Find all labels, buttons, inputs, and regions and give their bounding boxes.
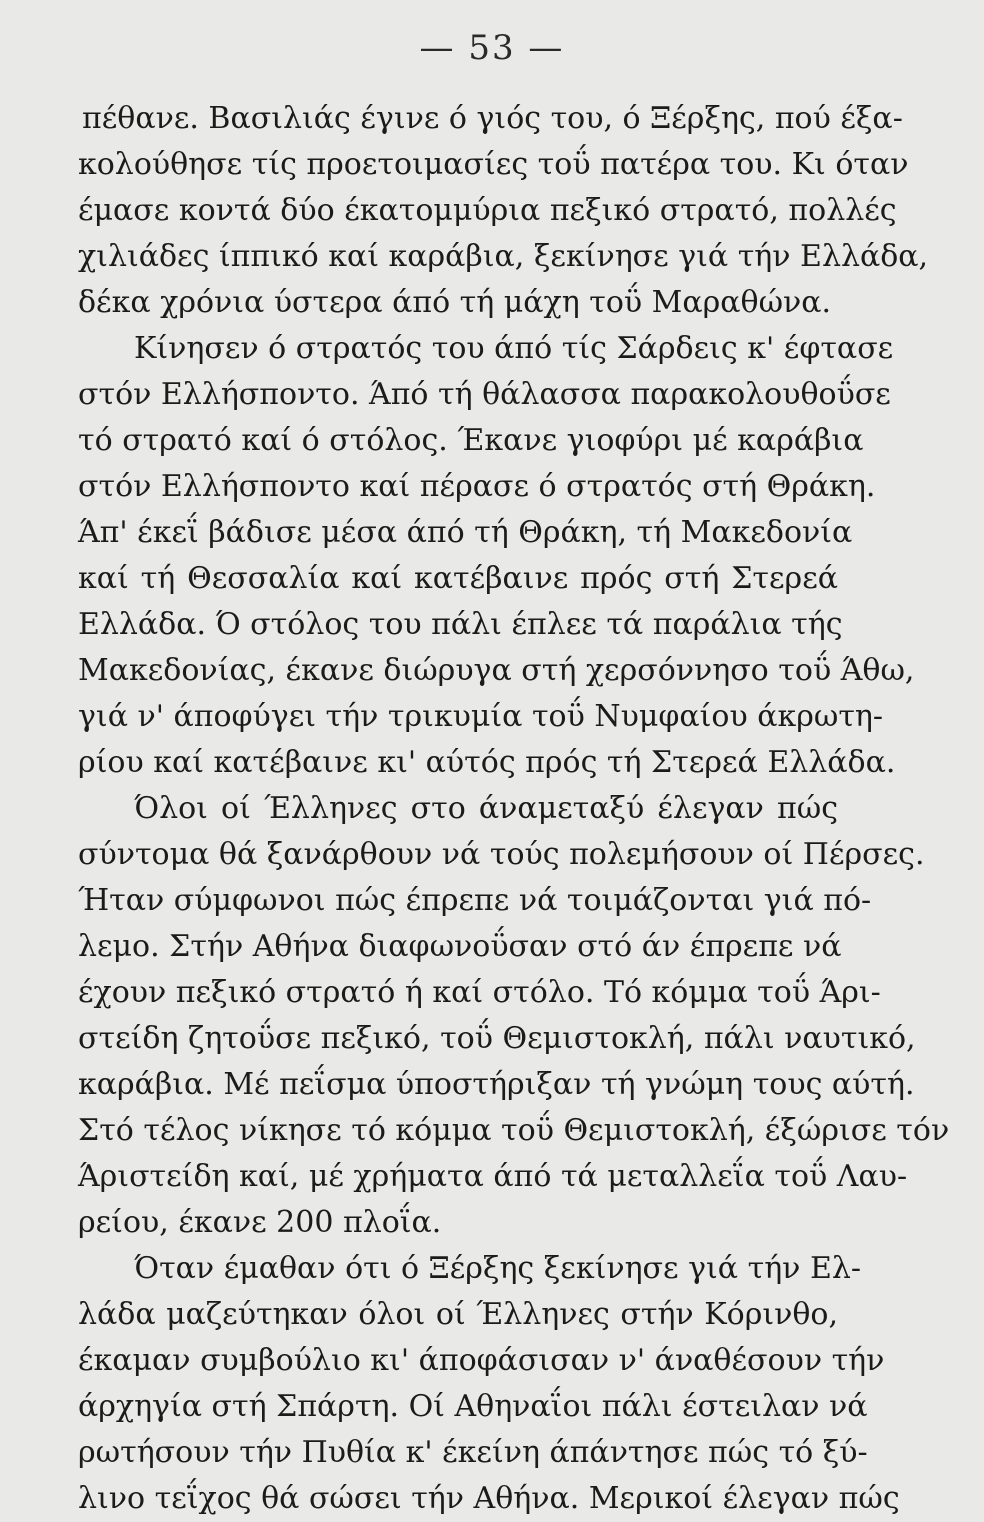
text-line: λινο τεΐχος θά σώσει τήν Αθήνα. Μερικοί έλεγαν πώς xyxy=(78,1481,900,1516)
text-line: ρωτήσουν τήν Πυθία κ' έκείνη άπάντησε πώς τό ξύ- xyxy=(78,1435,868,1470)
text-line: πέθανε. Βασιλιάς έγινε ό γιός του, ό Ξέρξης, πού έξα- xyxy=(82,101,903,136)
text-line: στείδη ζητοΰσε πεξικό, τοΰ Θεμιστοκλή, πάλι ναυτικό, xyxy=(78,1021,916,1056)
text-line: δέκα χρόνια ύστερα άπό τή μάχη τοΰ Μαραθώνα. xyxy=(78,285,832,320)
text-line: καί τή Θεσσαλία καί κατέβαινε πρός στή Στερεά xyxy=(78,561,838,596)
text-line: Ελλάδα. Ό στόλος του πάλι έπλεε τά παράλια τής xyxy=(78,607,843,642)
page-number: — 53 — xyxy=(419,28,565,68)
text-line: Άριστείδη καί, μέ χρήματα άπό τά μεταλλεΐα τοΰ Λαυ- xyxy=(78,1159,908,1194)
text-line: Όλοι οί Έλληνες στο άναμεταξύ έλεγαν πώς xyxy=(134,791,838,826)
text-line: Μακεδονίας, έκανε διώρυγα στή χερσόννησο τοΰ Άθω, xyxy=(78,653,915,688)
text-line: κολούθησε τίς προετοιμασίες τοΰ πατέρα του. Κι όταν xyxy=(78,147,909,182)
text-line: Όταν έμαθαν ότι ό Ξέρξης ξεκίνησε γιά τήν Ελ- xyxy=(134,1251,861,1286)
text-line: Ήταν σύμφωνοι πώς έπρεπε νά τοιμάζονται γιά πό- xyxy=(78,883,872,918)
text-line: Στό τέλος νίκησε τό κόμμα τοΰ Θεμιστοκλή, έξώρισε τόν xyxy=(78,1113,950,1148)
text-line: λάδα μαζεύτηκαν όλοι οί Έλληνες στήν Κόρινθο, xyxy=(78,1297,838,1332)
text-line: σύντομα θά ξανάρθουν νά τούς πολεμήσουν οί Πέρσες. xyxy=(78,837,925,872)
text-line: Άπ' έκεΐ βάδισε μέσα άπό τή Θράκη, τή Μακεδονία xyxy=(78,515,853,550)
text-line: καράβια. Μέ πεΐσμα ύποστήριξαν τή γνώμη τους αύτή. xyxy=(78,1067,915,1102)
text-line: έκαμαν συμβούλιο κι' άποφάσισαν ν' άναθέσουν τήν xyxy=(78,1343,885,1378)
text-line: Κίνησεν ό στρατός του άπό τίς Σάρδεις κ' έφτασε xyxy=(134,331,894,366)
text-line: ρείου, έκανε 200 πλοΐα. xyxy=(78,1205,442,1240)
text-line: στόν Ελλήσποντο. Άπό τή θάλασσα παρακολουθοΰσε xyxy=(78,377,891,412)
text-line: στόν Ελλήσποντο καί πέρασε ό στρατός στή Θράκη. xyxy=(78,469,876,504)
text-line: λεμο. Στήν Αθήνα διαφωνοΰσαν στό άν έπρεπε νά xyxy=(78,929,842,964)
text-line: ρίου καί κατέβαινε κι' αύτός πρός τή Στερεά Ελλάδα. xyxy=(78,745,896,780)
body-text xyxy=(78,96,950,1522)
text-line: τό στρατό καί ό στόλος. Έκανε γιοφύρι μέ καράβια xyxy=(78,423,864,458)
text-line: γιά ν' άποφύγει τήν τρικυμία τοΰ Νυμφαίου άκρωτη- xyxy=(78,699,884,734)
text-line: έχουν πεξικό στρατό ή καί στόλο. Τό κόμμα τοΰ Άρι- xyxy=(78,975,881,1010)
text-line: άρχηγία στή Σπάρτη. Οί Αθηναΐοι πάλι έστειλαν νά xyxy=(78,1389,868,1424)
text-line: χιλιάδες ίππικό καί καράβια, ξεκίνησε γιά τήν Ελλάδα, xyxy=(78,239,929,274)
text-line: έμασε κοντά δύο έκατομμύρια πεξικό στρατό, πολλές xyxy=(78,193,897,228)
